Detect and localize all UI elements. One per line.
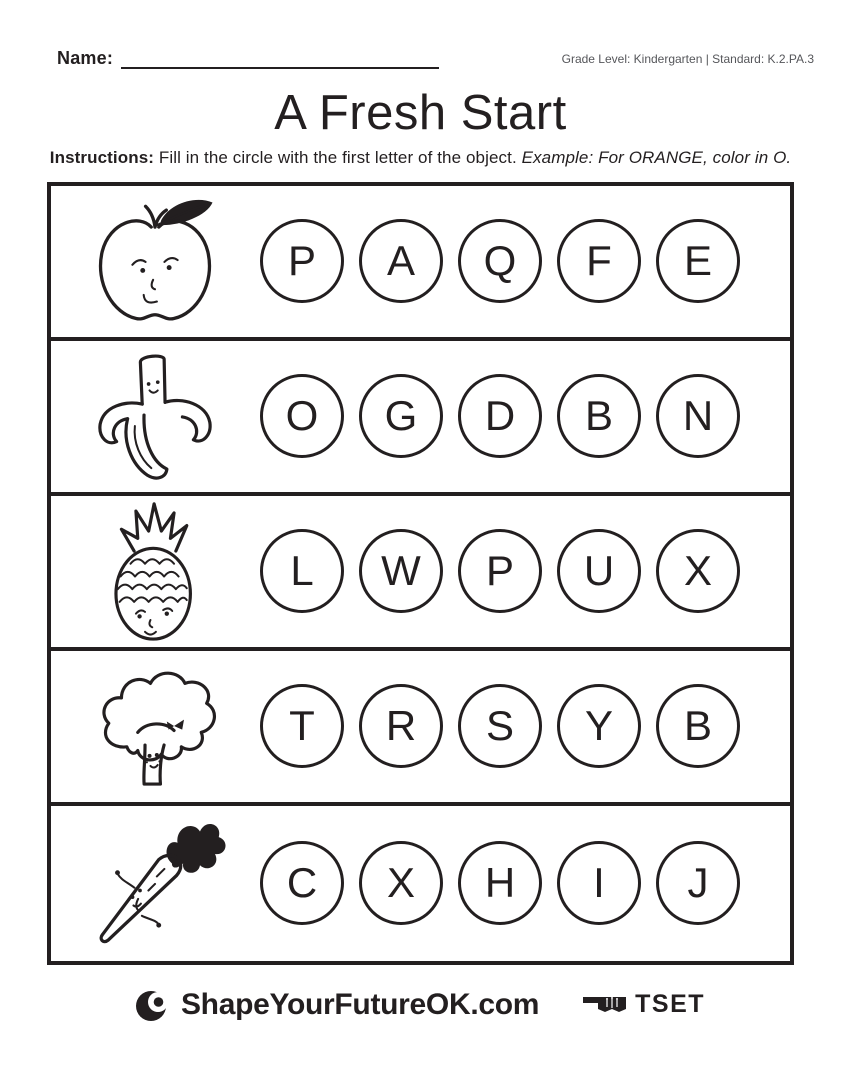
banana-icon xyxy=(91,346,219,486)
letter-circle[interactable] xyxy=(359,219,443,303)
letter-circle[interactable] xyxy=(557,374,641,458)
worksheet-row-carrot xyxy=(51,806,790,961)
letter-circle[interactable] xyxy=(656,374,740,458)
letter-label: P xyxy=(287,237,316,285)
letter-circle[interactable] xyxy=(260,529,344,613)
carrot-icon xyxy=(80,812,230,954)
oklahoma-state-icon xyxy=(581,992,629,1018)
worksheet-row-apple xyxy=(51,186,790,341)
letter-circle[interactable] xyxy=(260,841,344,925)
letter-label: H xyxy=(484,859,516,907)
letter-label: X xyxy=(683,547,712,595)
grade-standard-text: Grade Level: Kindergarten | Standard: K.2.PA.3 xyxy=(561,52,814,66)
letter-circle[interactable] xyxy=(656,684,740,768)
letter-circle[interactable] xyxy=(359,529,443,613)
letter-label: E xyxy=(683,237,712,285)
letter-label: Y xyxy=(584,702,613,750)
name-label: Name: xyxy=(57,48,114,68)
letter-circle[interactable] xyxy=(458,684,542,768)
worksheet-table xyxy=(47,182,794,965)
apple-icon xyxy=(89,194,221,328)
tset-logo xyxy=(581,990,705,1019)
letter-circle[interactable] xyxy=(458,219,542,303)
letter-circle[interactable] xyxy=(557,684,641,768)
broccoli-illustration xyxy=(51,651,259,802)
letter-label: S xyxy=(485,702,514,750)
letter-label: J xyxy=(687,859,709,907)
letter-label: N xyxy=(682,392,714,440)
letter-label: W xyxy=(381,547,421,595)
header xyxy=(0,0,841,69)
letter-circle[interactable] xyxy=(359,374,443,458)
footer xyxy=(0,987,841,1023)
shape-your-future-logo-icon xyxy=(136,987,172,1023)
apple-illustration xyxy=(51,186,259,337)
letter-label: F xyxy=(586,237,612,285)
letter-label: D xyxy=(484,392,516,440)
letter-label: X xyxy=(386,859,415,907)
letter-circle[interactable] xyxy=(260,374,344,458)
letter-circle[interactable] xyxy=(458,374,542,458)
letter-circle[interactable] xyxy=(557,529,641,613)
letter-circle[interactable] xyxy=(557,841,641,925)
letter-options-carrot xyxy=(260,841,740,925)
letter-label: Q xyxy=(483,237,517,285)
letter-circle[interactable] xyxy=(359,841,443,925)
instructions xyxy=(0,148,841,168)
letter-options-pineapple xyxy=(260,529,740,613)
letter-circle[interactable] xyxy=(656,219,740,303)
page-title: A Fresh Start xyxy=(274,86,567,140)
site-url: ShapeYourFutureOK.com xyxy=(180,987,540,1021)
letter-circle[interactable] xyxy=(260,219,344,303)
letter-label: U xyxy=(583,547,615,595)
letter-circle[interactable] xyxy=(458,841,542,925)
broccoli-icon xyxy=(87,658,223,794)
letter-circle[interactable] xyxy=(260,684,344,768)
name-blank-line[interactable] xyxy=(121,52,439,69)
letter-label: C xyxy=(286,859,318,907)
letter-label: T xyxy=(289,702,315,750)
letter-options-banana xyxy=(260,374,740,458)
tset-logo-text: TSET xyxy=(635,990,706,1019)
letter-label: I xyxy=(593,859,605,907)
letter-label: L xyxy=(290,547,314,595)
letter-label: O xyxy=(285,392,319,440)
worksheet-row-broccoli xyxy=(51,651,790,806)
letter-label: P xyxy=(485,547,514,595)
worksheet-row-banana xyxy=(51,341,790,496)
instructions-text: Fill in the circle with the first letter of the object. xyxy=(158,147,517,167)
letter-circle[interactable] xyxy=(359,684,443,768)
worksheet-row-pineapple xyxy=(51,496,790,651)
letter-options-broccoli xyxy=(260,684,740,768)
letter-circle[interactable] xyxy=(656,841,740,925)
letter-circle[interactable] xyxy=(458,529,542,613)
pineapple-illustration xyxy=(51,496,259,647)
instructions-label: Instructions: xyxy=(49,147,155,167)
letter-label: B xyxy=(584,392,613,440)
pineapple-icon xyxy=(96,498,214,644)
letter-circle[interactable] xyxy=(557,219,641,303)
letter-options-apple xyxy=(260,219,740,303)
letter-label: A xyxy=(386,237,415,285)
instructions-example: Example: For ORANGE, color in O. xyxy=(521,147,792,167)
letter-circle[interactable] xyxy=(656,529,740,613)
letter-label: G xyxy=(384,392,418,440)
letter-label: B xyxy=(683,702,712,750)
carrot-illustration xyxy=(51,806,259,961)
banana-illustration xyxy=(51,341,259,492)
letter-label: R xyxy=(385,702,417,750)
